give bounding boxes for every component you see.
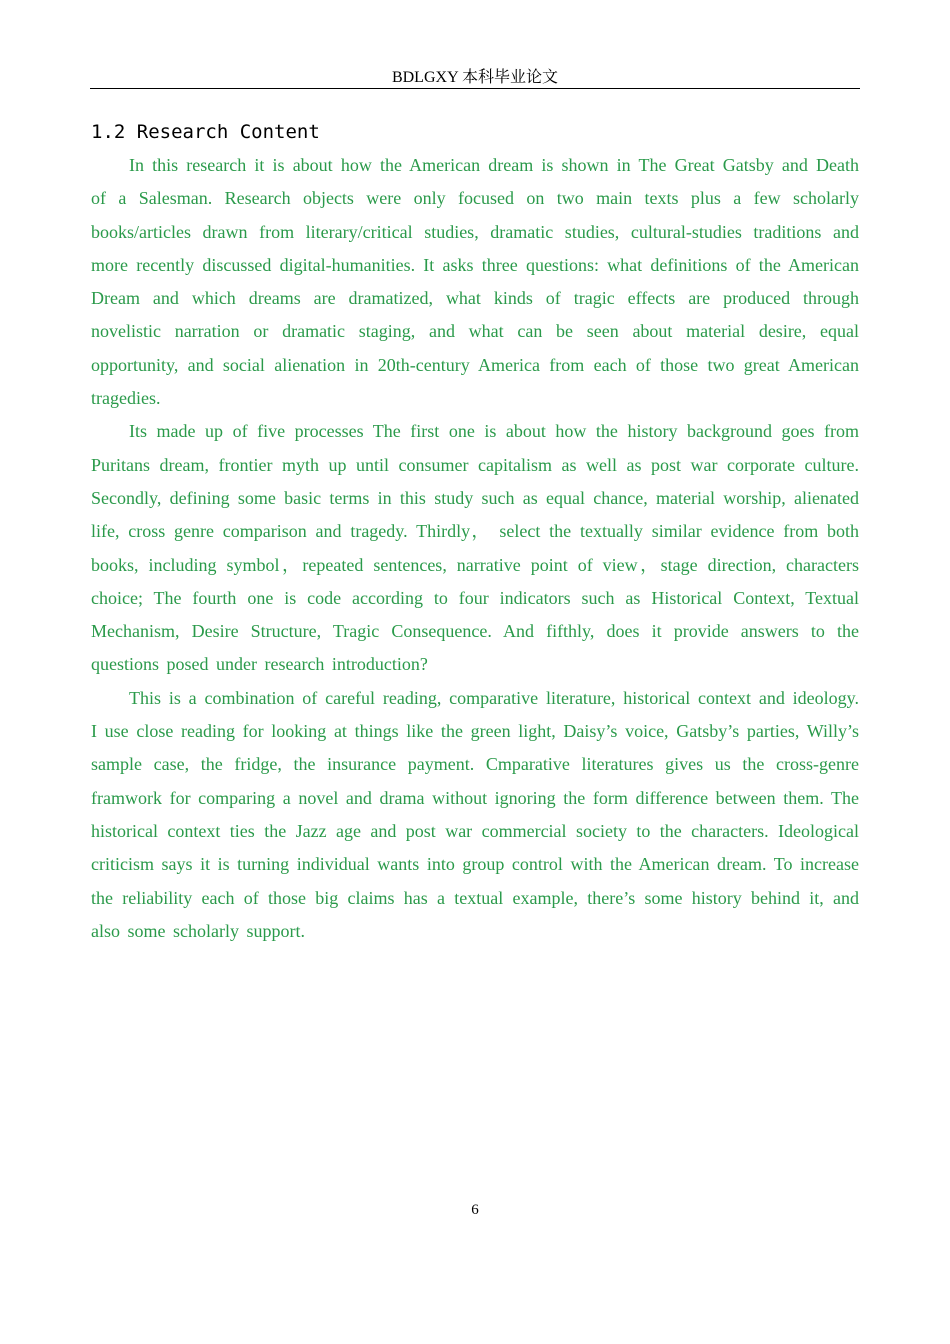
header-rule <box>90 88 860 89</box>
section-heading: 1.2 Research Content <box>91 121 320 143</box>
page-number: 6 <box>471 1202 479 1218</box>
paragraph-research-scope: In this research it is about how the American dream is shown in The Great Gatsby and Death of a Salesman. Research objects were only focused on two main texts plus a few scholarly books/articles drawn from literary/critical studies, dramatic studies, cultural-studies traditions and more recently discussed digital-humanities. It asks three questions: what definitions of the American Dream and which dreams are dramatized, what kinds of tragic effects are produced through novelistic narration or dramatic staging, and what can be seen about material desire, equal opportunity, and social alienation in 20th-century America from each of those two great American tragedies. <box>91 155 859 409</box>
paragraph-research-methods: This is a combination of careful reading, comparative literature, historical context and ideology. I use close reading for looking at things like the green light, Daisy’s voice, Gatsby’s parties, Willy’s sample case, the fridge, the insurance payment. Cmparative literatures gives us the cross-genre framwork for comparing a novel and drama without ignoring the form difference between them. The historical context ties the Jazz age and post war commercial society to the characters. Ideological criticism says it is turning individual wants into group control with the American dream. To increase the reliability each of those big claims has a textual example, there’s some history behind it, and also some scholarly support. <box>91 687 859 941</box>
paragraph-research-processes: Its made up of five processes The first one is about how the history background goes from Puritans dream, frontier myth up until consumer capitalism as well as post war corporate culture. Secondly, defining some basic terms in this study such as equal chance, material worship, alienated life, cross genre comparison and tragedy. Thirdly， select the textually similar evidence from both books, including symbol，repeated sentences, narrative point of view，stage direction, characters choice; The fourth one is code according to four indicators such as Historical Context, Textual Mechanism, Desire Structure, Tragic Consequence. And fifthly, does it provide answers to the questions posed under research introduction? <box>91 421 859 675</box>
running-header: BDLGXY 本科毕业论文 <box>391 69 559 86</box>
body-text <box>91 149 859 948</box>
